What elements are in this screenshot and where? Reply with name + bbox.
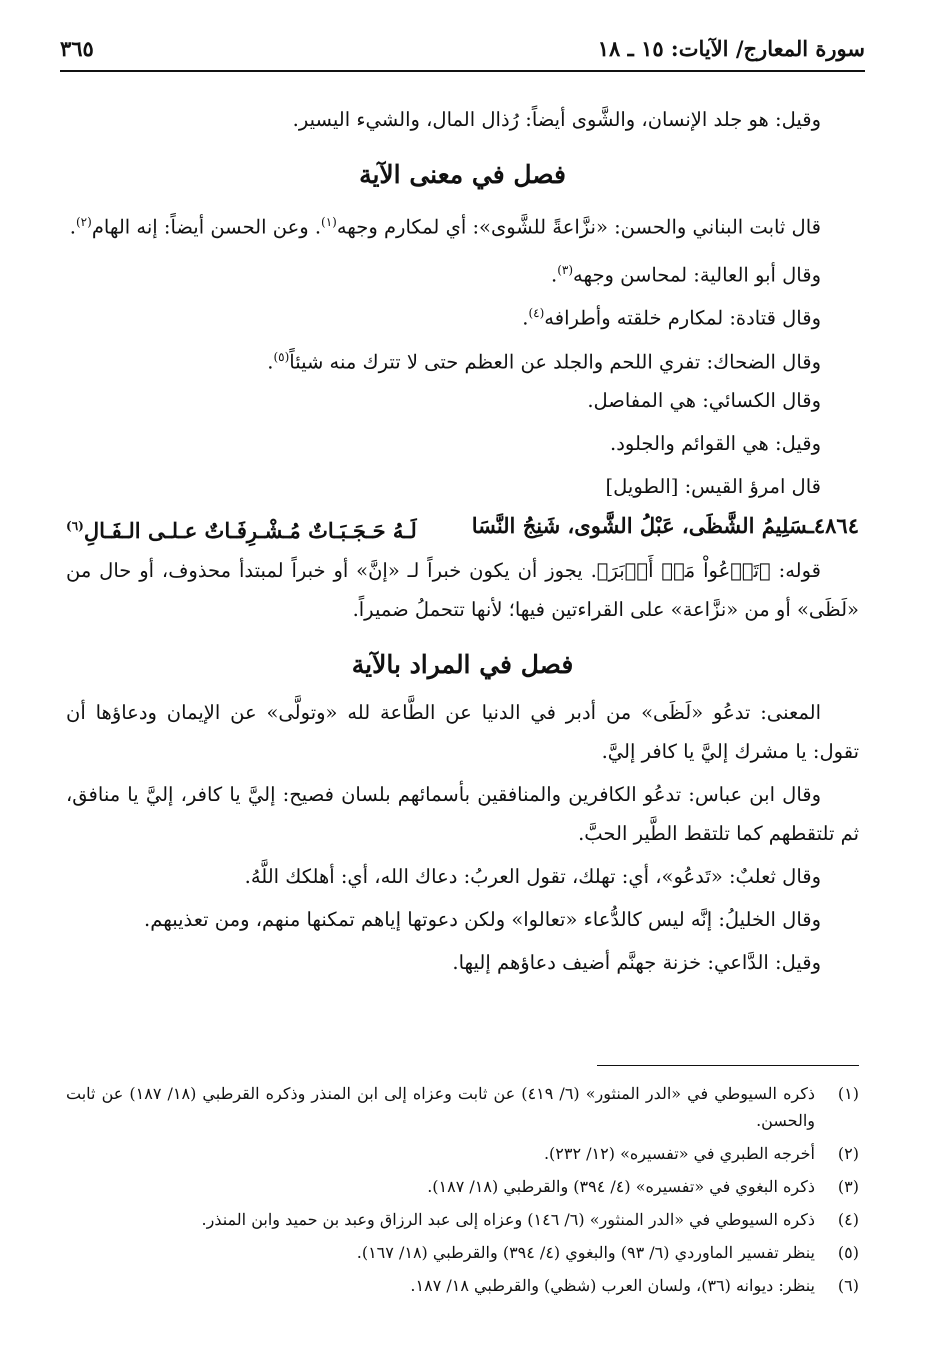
footnote-number: (٢) bbox=[837, 1144, 859, 1163]
footnote-number: (٣) bbox=[837, 1177, 859, 1196]
paragraph-text: وقال الضحاك: تفري اللحم والجلد عن العظم حتى لا تترك منه شيئاً bbox=[289, 350, 821, 373]
footnote-ref: (٥) bbox=[273, 349, 290, 364]
footnote bbox=[66, 1080, 859, 1134]
paragraph: وقال ابن عباس: تدعُو الكافرين والمنافقين بأسمائهم بلسان فصيح: إليَّ يا كافر، إليَّ يا منافق، ثم تلتقطهم كما تلتقط الطَّير الحبَّ. bbox=[66, 783, 859, 845]
header-rule bbox=[60, 70, 865, 72]
paragraph: قوله: ﴿تَدۡعُواْ مَنۡ أَدۡبَرَ﴾. يجوز أن يكون خبراً لـ «إنَّ» أو خبراً لمبتدأ محذوف، أو حال من «لَظَى» أو من «نزَّاعة» على القراءتين فيها؛ لأنها تتحملُ ضميراً. bbox=[66, 559, 859, 621]
paragraph bbox=[66, 294, 859, 338]
paragraph-text: . وعن الحسن أيضاً: إنه الهام bbox=[91, 215, 322, 239]
verse-second-hemistich bbox=[66, 506, 417, 551]
footnotes bbox=[66, 1080, 859, 1305]
footnote-rule bbox=[597, 1065, 859, 1066]
footnote-ref: (١) bbox=[321, 215, 337, 229]
paragraph: وقال الكسائي: هي المفاصل. bbox=[587, 389, 821, 412]
paragraph: وقال ثعلبٌ: «تَدعُو»، أي: تهلك، تقول العربُ: دعاك الله، أي: أهلكك اللَّهُ. bbox=[244, 865, 821, 888]
footnote-number: (١) bbox=[837, 1084, 859, 1103]
paragraph-text: . bbox=[267, 350, 274, 373]
paragraph-text: قال ثابت البناني والحسن: «نزَّاعةً للشَّوى»: أي لمكارم وجهه bbox=[336, 215, 821, 239]
paragraph bbox=[66, 338, 859, 382]
footnote-text: ذكره السيوطي في «الدر المنثور» (٦/ ١٤٦) وعزاه إلى عبد الرزاق وعبد بن حميد وابن المنذر. bbox=[201, 1210, 815, 1229]
paragraph bbox=[66, 203, 859, 247]
paragraph: وقيل: هي القوائم والجلود. bbox=[610, 432, 821, 455]
paragraph: وقيل: هو جلد الإنسان، والشَّوى أيضاً: رُذال المال، والشيء اليسير. bbox=[292, 108, 821, 131]
paragraph: وقيل: الدَّاعي: خزنة جهنَّم أضيف دعاؤهم إليها. bbox=[452, 951, 821, 974]
footnote-text: ذكره البغوي في «تفسيره» (٤/ ٣٩٤) والقرطبي (١٨/ ١٨٧). bbox=[427, 1177, 815, 1196]
footnote-number: (٥) bbox=[837, 1243, 859, 1262]
paragraph: المعنى: تدعُو «لَظَى» من أدبر في الدنيا عن الطَّاعة لله «وتولَّى» عن الإيمان ودعاؤها أن تقول: يا مشرك إليَّ يا كافر إليَّ. bbox=[66, 701, 859, 763]
paragraph-text: . bbox=[522, 306, 529, 330]
poetry-verse bbox=[66, 506, 859, 551]
main-text bbox=[66, 100, 859, 982]
footnote-text: أخرجه الطبري في «تفسيره» (١٢/ ٢٣٢). bbox=[543, 1144, 815, 1163]
footnote-number: (٤) bbox=[837, 1210, 859, 1229]
section-heading: فصل في المراد بالآية bbox=[351, 650, 574, 679]
paragraph-text: . bbox=[69, 215, 76, 239]
footnote bbox=[66, 1272, 859, 1299]
paragraph-text: . bbox=[551, 263, 558, 286]
footnote bbox=[66, 1206, 859, 1233]
verse-text: لَـهُ حَـجَـبَـاتٌ مُـشْـرِفَـاتٌ عـلـى الـفَـالِ bbox=[83, 518, 417, 543]
footnote bbox=[66, 1239, 859, 1266]
footnote-text: ذكره السيوطي في «الدر المنثور» (٦/ ٤١٩) عن ثابت وعزاه إلى ابن المنذر وذكره القرطبي (١٨/ ١٨٧) عن ثابت والحسن. bbox=[66, 1084, 816, 1130]
page-number: ٣٦٥ bbox=[60, 36, 94, 61]
section-heading: فصل في معنى الآية bbox=[359, 160, 566, 189]
footnote-ref: (٦) bbox=[66, 519, 84, 533]
running-header bbox=[60, 30, 865, 72]
footnote bbox=[66, 1173, 859, 1200]
footnote-text: ينظر: ديوانه (٣٦)، ولسان العرب (شظي) والقرطبي ١٨/ ١٨٧. bbox=[410, 1276, 815, 1295]
footnote-ref: (٢) bbox=[75, 215, 92, 229]
verse-first-hemistich: ٤٨٦٤ـسَلِيمُ الشَّظَى، عَبْلُ الشَّوى، شَنِجُ النَّسَا bbox=[471, 513, 859, 538]
paragraph: وقال الخليلُ: إنَّه ليس كالدُّعاء «تعالوا» ولكن دعوتها إياهم تمكنها منهم، ومن تعذيبهم. bbox=[144, 908, 821, 931]
footnote-text: ينظر تفسير الماوردي (٦/ ٩٣) والبغوي (٤/ ٣٩٤) والقرطبي (١٨/ ١٦٧). bbox=[356, 1243, 815, 1262]
footnote-ref: (٤) bbox=[528, 306, 545, 320]
paragraph bbox=[66, 251, 859, 295]
footnote bbox=[66, 1140, 859, 1167]
paragraph: قال امرؤ القيس: [الطويل] bbox=[605, 475, 821, 498]
footnote-ref: (٣) bbox=[557, 262, 574, 277]
paragraph-text: وقال أبو العالية: لمحاسن وجهه bbox=[573, 263, 821, 286]
header-title: سورة المعارج/ الآيات: ١٥ ـ ١٨ bbox=[597, 36, 865, 61]
footnote-number: (٦) bbox=[837, 1276, 859, 1295]
paragraph-text: وقال قتادة: لمكارم خلقته وأطرافه bbox=[544, 306, 821, 330]
